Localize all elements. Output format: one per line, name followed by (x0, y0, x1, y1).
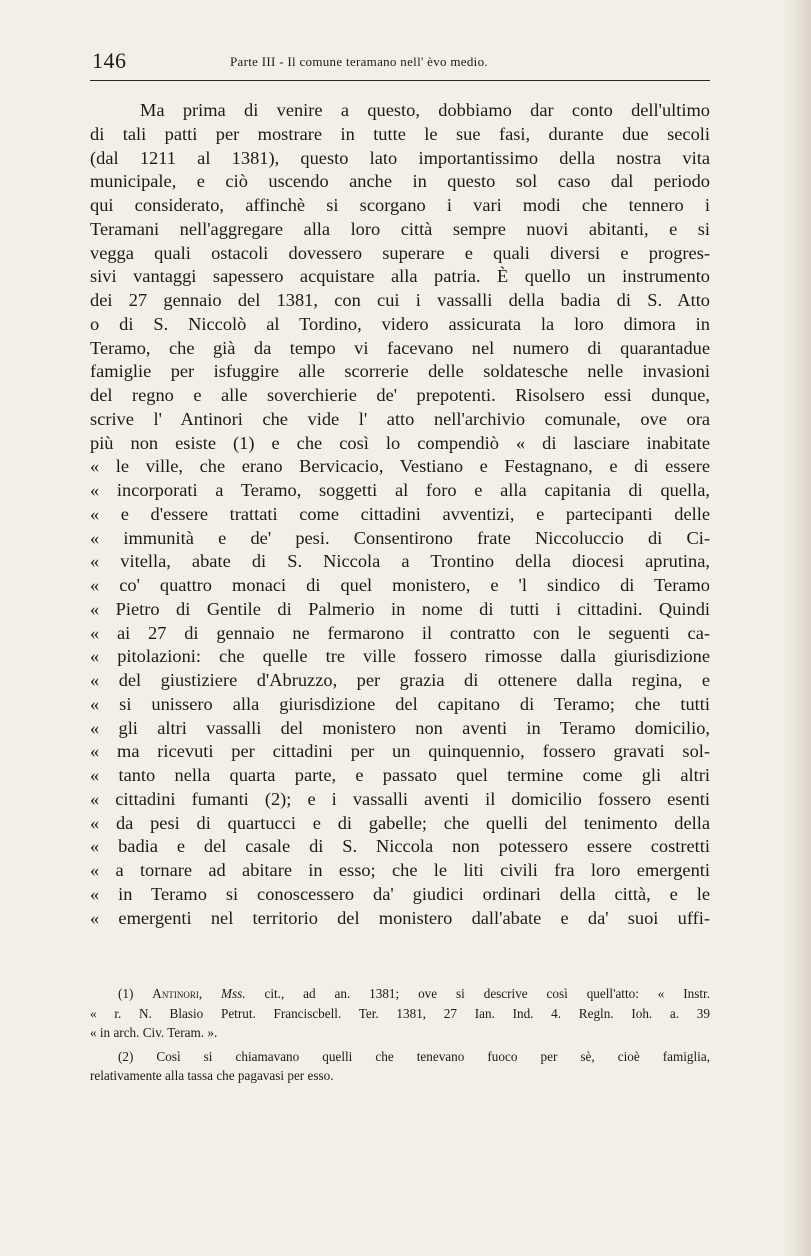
footnote-1-line-2: « r. N. Blasio Petrut. Franciscbell. Ter. 1381, 27 Ian. Ind. 4. Regln. Ioh. a. 39 (90, 1005, 710, 1021)
body-line: « pitolazioni: che quelle tre ville fossero rimosse dalla giurisdizione (90, 646, 710, 667)
body-line: (dal 1211 al 1381), questo lato importantissimo della nostra vita (90, 147, 710, 168)
body-line: « le ville, che erano Bervicacio, Vestiano e Festagnano, e di essere (90, 456, 710, 477)
body-line: sivi vantaggi sapessero acquistare alla patria. È quello un instrumento (90, 266, 710, 287)
body-text (90, 99, 710, 930)
body-line: vegga quali ostacoli dovessero superare e quali diversi e progres- (90, 242, 710, 263)
footnote-1-line-3: « in arch. Civ. Teram. ». (90, 1025, 218, 1041)
page-edge-shadow (783, 0, 811, 1256)
body-line: scrive l' Antinori che vide l' atto nell'archivio comunale, ove ora (90, 408, 710, 429)
body-line: Teramo, che già da tempo vi facevano nel numero di quarantadue (90, 337, 710, 358)
body-line: « ma ricevuti per cittadini per un quinquennio, fossero gravati sol- (90, 741, 710, 762)
footnote-2: (2) Così si chiamavano quelli che tenevano fuoco per sè, cioè famiglia, (118, 1048, 710, 1064)
footnote-2-line-2: relativamente alla tassa che pagavasi per esso. (90, 1068, 334, 1084)
body-line: « Pietro di Gentile di Palmerio in nome di tutti i cittadini. Quindi (90, 598, 710, 619)
body-line: dei 27 gennaio del 1381, con cui i vassalli della badia di S. Atto (90, 290, 710, 310)
body-line: o di S. Niccolò al Tordino, videro assicurata la loro dimora in (90, 313, 710, 334)
footnote-1-number: (1) (118, 986, 134, 1001)
running-head: Parte III - Il comune teramano nell' èvo medio. (230, 54, 488, 69)
body-line: « vitella, abate di S. Niccola a Trontino della diocesi aprutina, (90, 551, 710, 572)
footnote-1-work: Mss. (221, 986, 246, 1001)
header-rule (90, 80, 710, 81)
body-line: « tanto nella quarta parte, e passato quel termine come gli altri (90, 765, 710, 785)
page-number: 146 (92, 48, 127, 73)
page-header (90, 44, 710, 78)
body-line: « da pesi di quartucci e di gabelle; che quelli del tenimento della (90, 812, 710, 833)
body-line: « co' quattro monaci di quel monistero, e 'l sindico di Teramo (90, 575, 710, 595)
footnote-1 (90, 984, 710, 1004)
body-line: di tali patti per mostrare in tutte le sue fasi, durante due secoli (90, 123, 710, 144)
body-line: famiglie per isfuggire alle scorrerie delle soldatesche nelle invasioni (90, 361, 710, 382)
body-line: del regno e alle soverchierie de' prepotenti. Risolsero essi dunque, (90, 385, 710, 405)
body-line: « ai 27 di gennaio ne fermarono il contratto con le seguenti ca- (90, 622, 710, 643)
body-line: più non esiste (1) e che così lo compendiò « di lasciare inabitate (90, 432, 710, 453)
body-line: Teramani nell'aggregare alla loro città sempre nuovi abitanti, e si (90, 218, 710, 239)
footnote-1-text: cit., ad an. 1381; ove si descrive così quell'atto: « Instr. (264, 986, 711, 1001)
body-line: « emergenti nel territorio del monistero dall'abate e da' suoi uffi- (90, 907, 710, 928)
body-line: « e d'essere trattati come cittadini avventizi, e partecipanti delle (90, 503, 710, 524)
footnote-1-author: Antinori, (152, 986, 203, 1001)
body-line: Ma prima di venire a questo, dobbiamo dar conto dell'ultimo (140, 100, 710, 120)
body-line: « cittadini fumanti (2); e i vassalli aventi il domicilio fossero esenti (90, 788, 710, 809)
body-line: « si unissero alla giurisdizione del capitano di Teramo; che tutti (90, 693, 710, 714)
body-line: municipale, e ciò uscendo anche in questo sol caso dal periodo (90, 171, 710, 192)
body-line: « immunità e de' pesi. Consentirono frate Niccoluccio di Ci- (90, 527, 710, 548)
footnotes (90, 984, 710, 1086)
body-line: qui considerato, affinchè si scorgano i vari modi che tennero i (90, 195, 710, 215)
body-line: « gli altri vassalli del monistero non aventi in Teramo domicilio, (90, 717, 710, 738)
body-line: « a tornare ad abitare in esso; che le liti civili fra loro emergenti (90, 860, 710, 880)
body-line: « in Teramo si conoscessero da' giudici ordinari della città, e le (90, 883, 710, 904)
body-line: « badia e del casale di S. Niccola non potessero essere costretti (90, 836, 710, 857)
body-line: « incorporati a Teramo, soggetti al foro e alla capitania di quella, (90, 480, 710, 500)
body-line: « del giustiziere d'Abruzzo, per grazia di ottenere dalla regina, e (90, 670, 710, 690)
